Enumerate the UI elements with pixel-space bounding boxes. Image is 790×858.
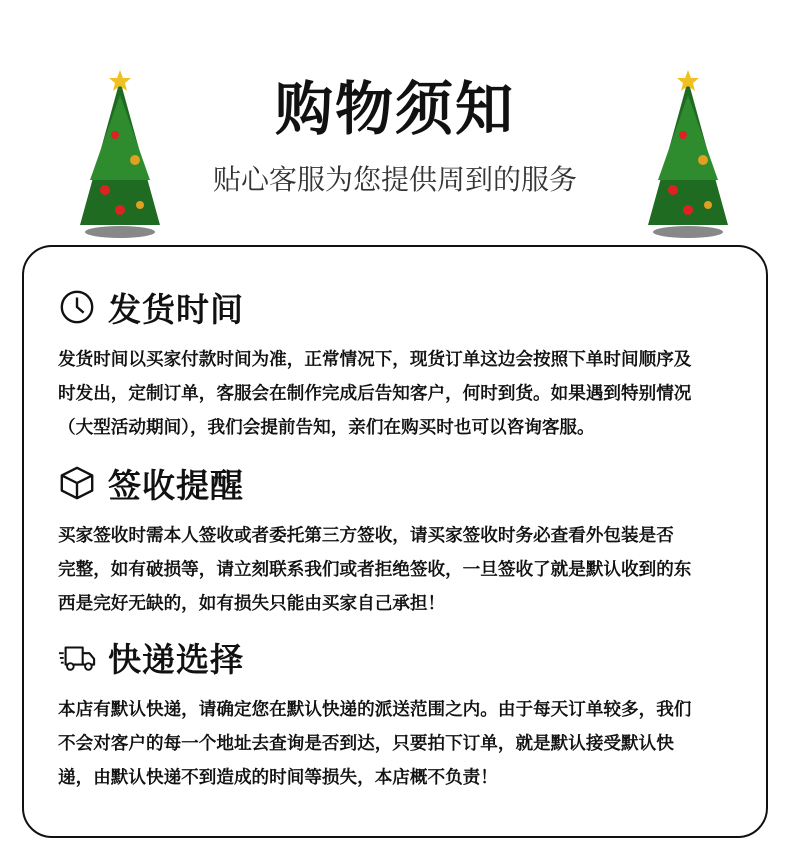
paragraph-line: 发货时间以买家付款时间为准，正常情况下，现货订单这边会按照下单时间顺序及 — [58, 350, 692, 370]
delivery-truck-icon — [58, 638, 96, 676]
section-shipping-time — [58, 283, 746, 445]
page-subtitle: 贴心客服为您提供周到的服务 — [212, 163, 577, 196]
paragraph-line: 西是完好无缺的，如有损失只能由买家自己承担！ — [58, 594, 446, 614]
section-title: 快递选择 — [108, 639, 244, 679]
section-delivery-reminder — [58, 459, 746, 621]
section-title: 签收提醒 — [108, 465, 244, 505]
paragraph-line: 递，由默认快递不到造成的时间等损失，本店概不负责！ — [58, 768, 498, 788]
page-title: 购物须知 — [274, 75, 515, 143]
paragraph-line: （大型活动期间），我们会提前告知，亲们在购买时也可以咨询客服。 — [58, 418, 595, 438]
clock-icon — [58, 288, 96, 326]
section-title: 发货时间 — [108, 289, 244, 329]
paragraph-line: 完整，如有破损等，请立刻联系我们或者拒绝签收，一旦签收了就是默认收到的东 — [58, 560, 692, 580]
paragraph-line: 时发出，定制订单，客服会在制作完成后告知客户，何时到货。如果遇到特别情况 — [58, 384, 692, 404]
paragraph-line: 不会对客户的每一个地址去查询是否到达，只要拍下订单，就是默认接受默认快 — [58, 734, 674, 754]
package-box-icon — [58, 464, 96, 502]
paragraph-line: 买家签收时需本人签收或者委托第三方签收，请买家签收时务必查看外包装是否 — [58, 526, 674, 546]
section-courier-choice — [58, 633, 746, 795]
paragraph-line: 本店有默认快递，请确定您在默认快递的派送范围之内。由于每天订单较多，我们 — [58, 700, 692, 720]
shopping-notice-card — [22, 245, 768, 838]
